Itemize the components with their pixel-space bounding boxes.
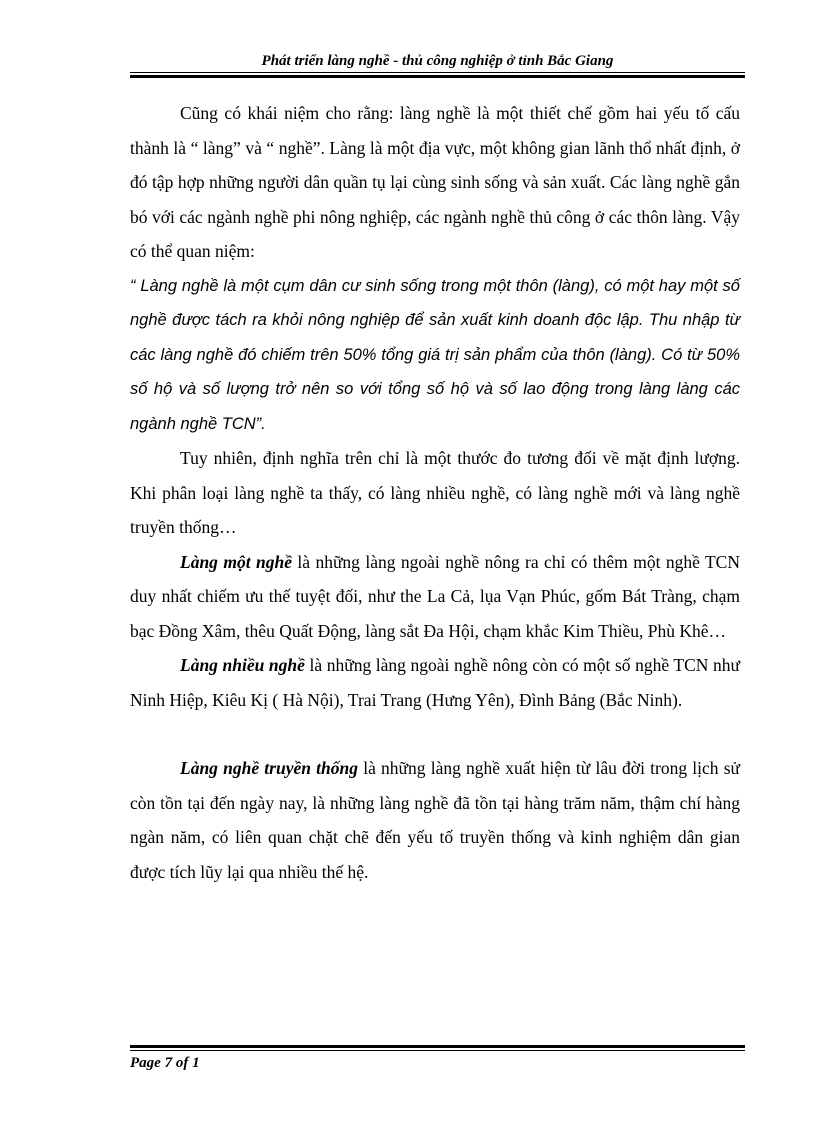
multi-craft-village-text: là những làng ngoài nghề nông còn có một số nghề TCN như Ninh Hiệp, Kiêu Kị ( Hà Nội), Trai Trang (Hưng Yên), Đình Bảng (Bắc Ninh).	[130, 655, 740, 710]
traditional-craft-village-text: là những làng nghề xuất hiện từ lâu đời trong lịch sử còn tồn tại đến ngày nay, là những làng nghề đã tồn tại hàng trăm năm, thậm chí hàng ngàn năm, có liên quan chặt chẽ đến yếu tố truyền thống và kinh nghiệm dân gian được tích lũy lại qua nhiều thế hệ.	[130, 758, 741, 882]
header-rule-thin	[130, 72, 745, 73]
paragraph-classification: Tuy nhiên, định nghĩa trên chỉ là một thước đo tương đối về mặt định lượng. Khi phân loại làng nghề ta thấy, có làng nhiều nghề, có làng nghề mới và làng nghề truyền thống…	[130, 448, 740, 537]
term-traditional-craft-village: Làng nghề truyền thống	[180, 758, 359, 778]
document-body	[130, 96, 740, 889]
footer-rule-thin	[130, 1050, 745, 1051]
paragraph-multi-craft-village	[130, 648, 740, 717]
paragraph-traditional-craft-village	[130, 751, 740, 889]
paragraph-single-craft-village	[130, 545, 740, 649]
term-multi-craft-village: Làng nhiều nghề	[180, 655, 305, 675]
quoted-definition: “ Làng nghề là một cụm dân cư sinh sống trong một thôn (làng), có một hay một số nghề được tách ra khỏi nông nghiệp để sản xuất kinh doanh độc lập. Thu nhập từ các làng nghề đó chiếm trên 50% tổng giá trị sản phẩm của thôn (làng). Có từ 50% số hộ và số lượng trở nên so với tổng số hộ và số lao động trong làng làng các ngành nghề TCN”.	[130, 276, 740, 433]
page-number: Page 7 of 1	[130, 1055, 200, 1071]
term-single-craft-village: Làng một nghề	[180, 551, 292, 572]
footer-rule-thick	[130, 1045, 745, 1048]
paragraph-spacer	[130, 717, 740, 751]
header-rule-thick	[130, 75, 745, 78]
single-craft-village-text: là những làng ngoài nghề nông ra chỉ có thêm một nghề TCN duy nhất chiếm ưu thế tuyệt đối, như the La Cả, lụa Vạn Phúc, gốm Bát Tràng, chạm bạc Đồng Xâm, thêu Quất Động, làng sắt Đa Hội, chạm khắc Kim Thiều, Phù Khê…	[130, 551, 740, 641]
header-title: Phát triển làng nghề - thủ công nghiệp ở tỉnh Bắc Giang	[261, 53, 614, 69]
paragraph-definition-intro: Cũng có khái niệm cho rằng: làng nghề là một thiết chế gồm hai yếu tố cấu thành là “ làng” và “ nghề”. Làng là một địa vực, một không gian lãnh thổ nhất định, ở đó tập hợp những người dân quần tụ lại cùng sinh sống và sản xuất. Các làng nghề gắn bó với các ngành nghề phi nông nghiệp, các ngành nghề thủ công ở các thôn làng. Vậy có thể quan niệm:	[130, 103, 740, 261]
